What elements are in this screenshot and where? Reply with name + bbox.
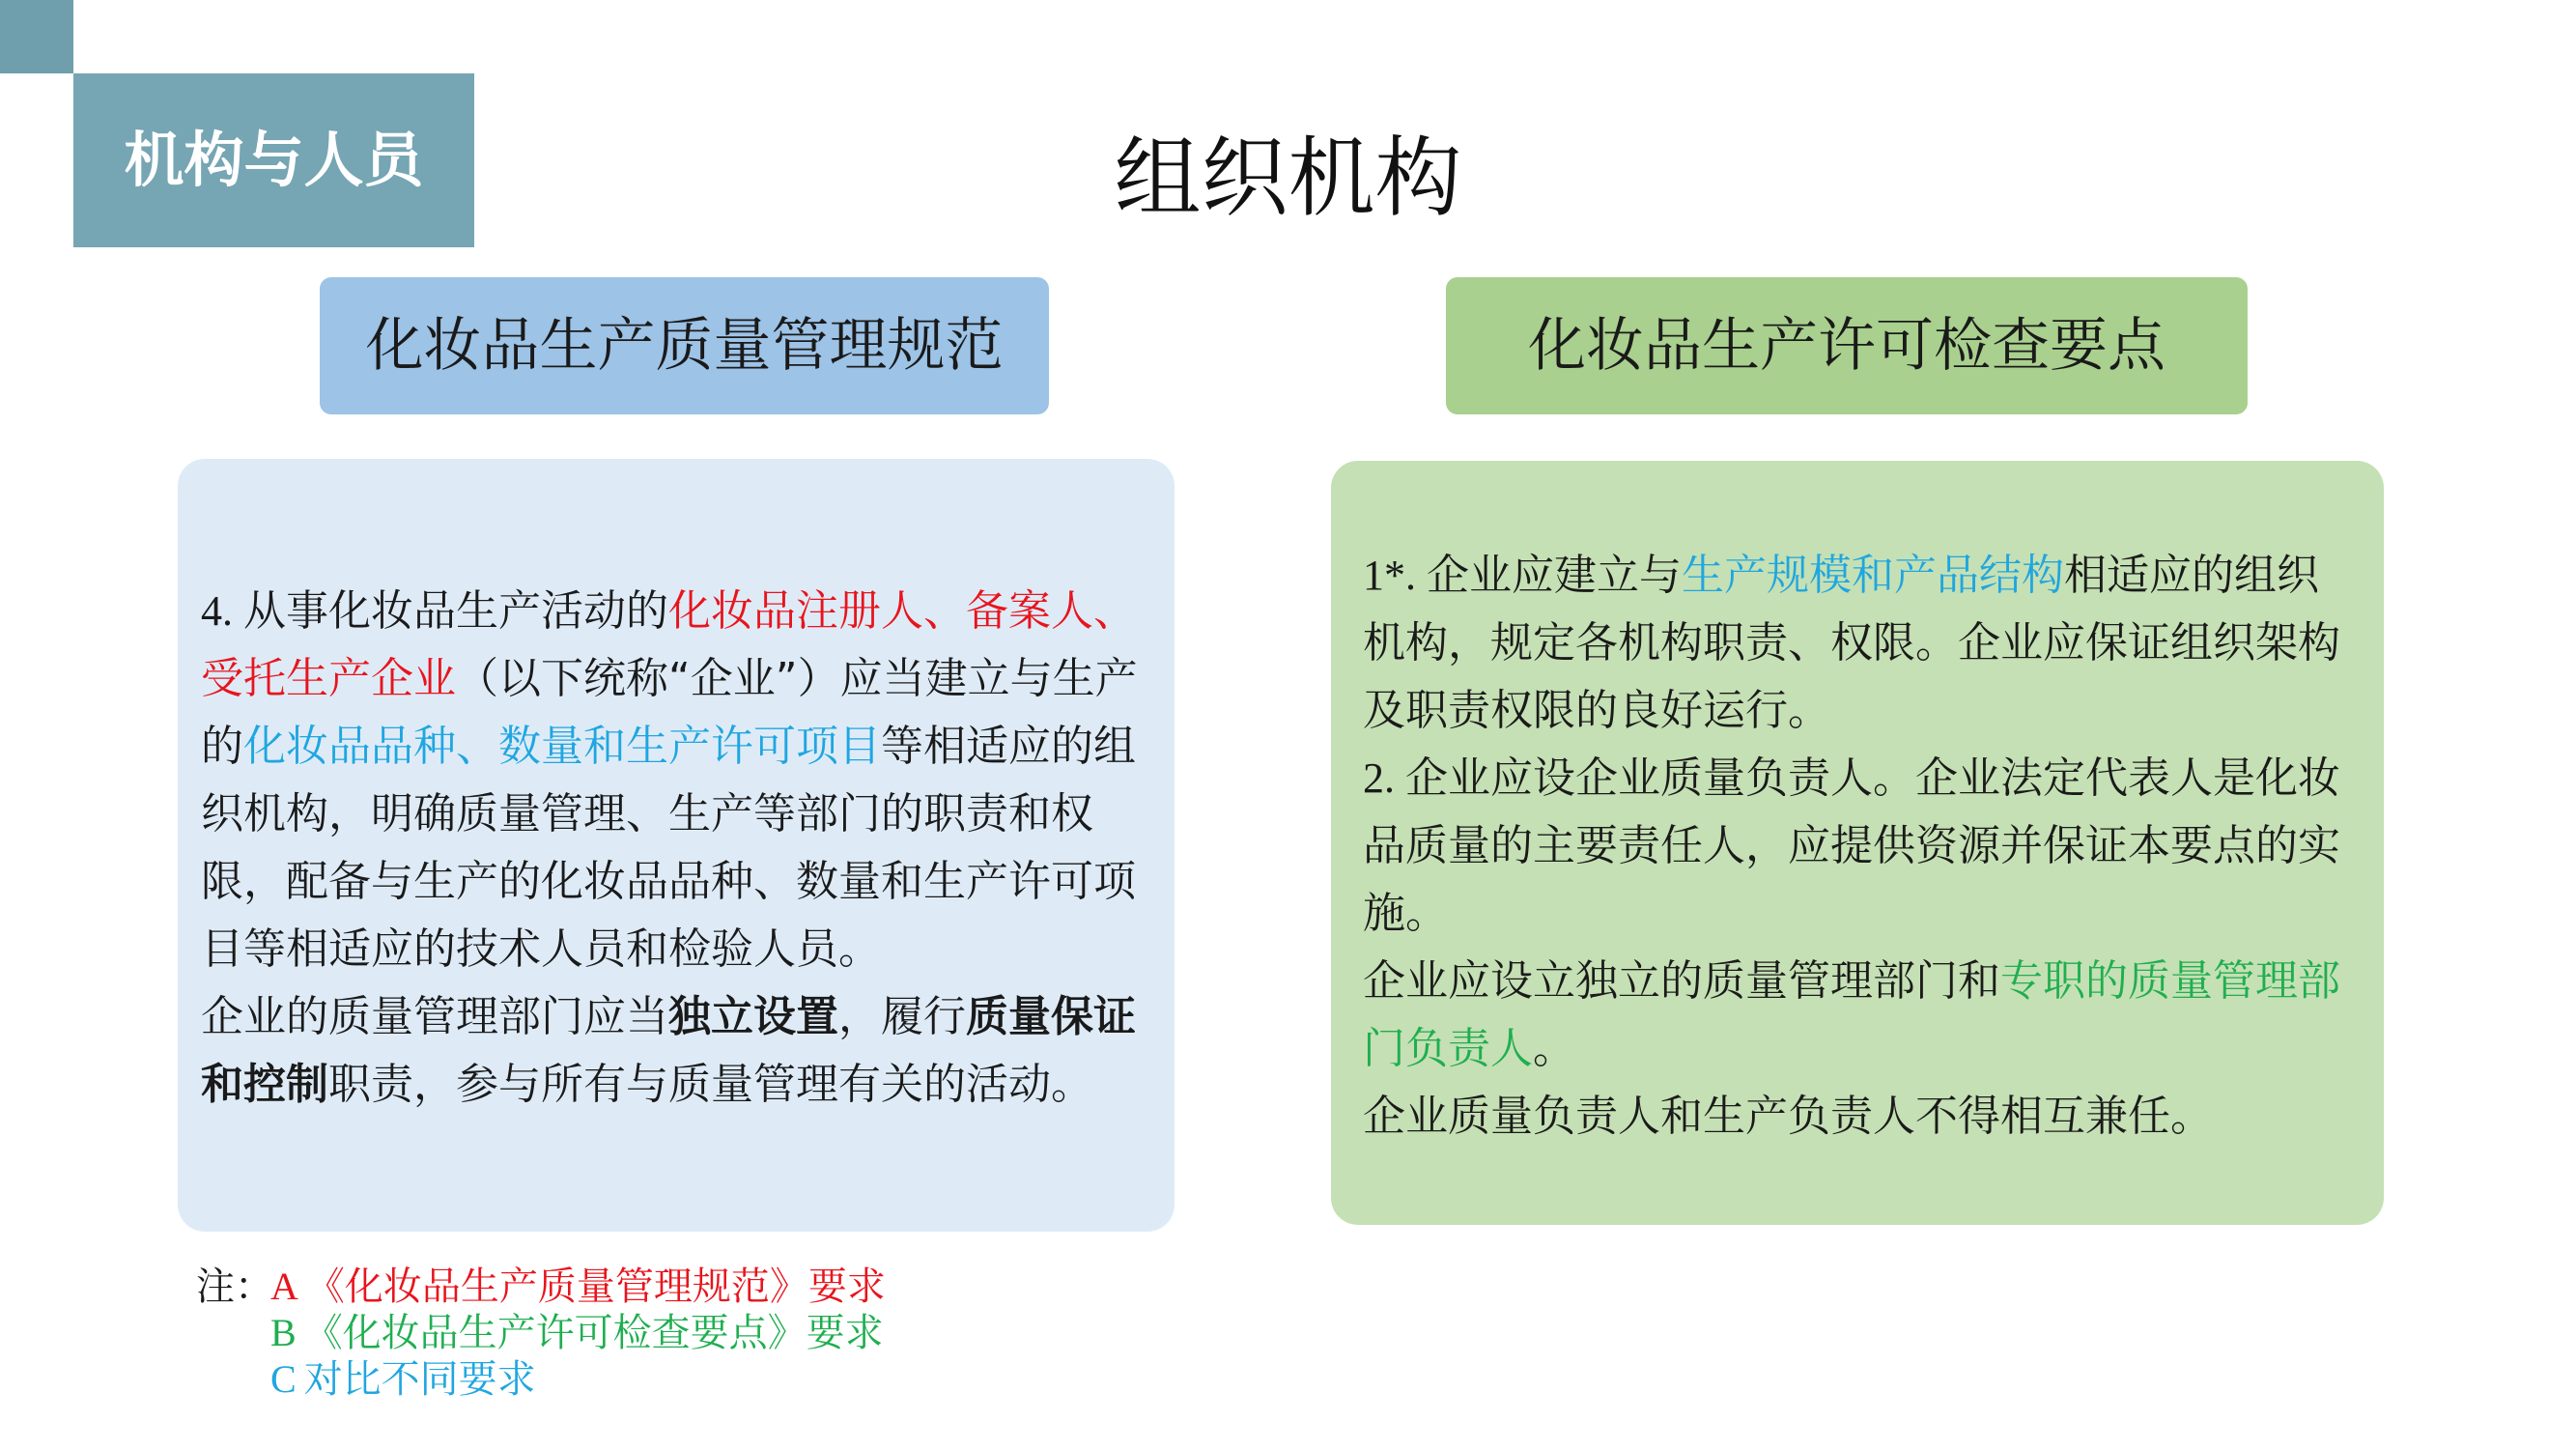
note-letter-a: A <box>270 1264 298 1308</box>
right-content-box <box>1331 461 2384 1225</box>
text-run: 职责，参与所有与质量管理有关的活动。 <box>328 1060 1093 1109</box>
text-run: 企业的质量管理部门应当 <box>201 992 668 1041</box>
left-paragraph-1 <box>201 578 1146 983</box>
text-run: 2. <box>1363 754 1405 802</box>
note-letter-b: B <box>270 1311 297 1354</box>
text-run: 4. <box>201 587 243 635</box>
corner-decoration <box>0 0 73 73</box>
note-text-c: 对比不同要求 <box>303 1357 536 1402</box>
text-run: 化妆品注册人、备案人、受托生产企业 <box>201 586 1136 703</box>
text-run: 等相适应的组织机构，明确质量管理、生产等部门的职责和权限，配备与生产的化妆品品种、数量和生产许可项目等相适应的技术人员和检验人员。 <box>201 722 1136 974</box>
note-row-a <box>196 1264 886 1310</box>
left-paragraph-2 <box>201 983 1146 1119</box>
text-run: 化妆品品种、数量和生产许可项目 <box>243 722 881 771</box>
text-run: 专职的质量管理部门负责人 <box>1363 956 2340 1073</box>
note-row-c <box>196 1356 886 1403</box>
left-header: 化妆品生产质量管理规范 <box>320 277 1049 414</box>
right-paragraph-4 <box>1363 1083 2357 1151</box>
text-run: 质量保证和控制 <box>201 992 1136 1109</box>
page-title: 组织机构 <box>1114 128 1462 229</box>
text-run: 1*. <box>1363 552 1427 599</box>
note-text-a: 《化妆品生产质量管理规范》要求 <box>305 1264 886 1309</box>
right-paragraph-3 <box>1363 948 2357 1083</box>
text-run: 独立设置 <box>668 992 838 1041</box>
text-run: 相适应的组织机构，规定各机构职责、权限。企业应保证组织架构及职责权限的良好运行。 <box>1363 551 2340 735</box>
text-run: 。 <box>1533 1024 1575 1073</box>
text-run: 企业应设立独立的质量管理部门和 <box>1363 956 2000 1006</box>
right-header: 化妆品生产许可检查要点 <box>1446 277 2248 414</box>
text-run: ，履行 <box>838 992 966 1041</box>
note-row-b <box>196 1310 886 1356</box>
text-run: 企业应建立与 <box>1427 551 1682 600</box>
section-tab: 机构与人员 <box>73 73 474 247</box>
left-content-box <box>178 459 1175 1232</box>
right-paragraph-2 <box>1363 745 2357 948</box>
note-prefix: 注： <box>196 1264 273 1309</box>
text-run: （以下统称“企业”）应当建立与生产的 <box>201 654 1138 771</box>
notes <box>196 1264 886 1403</box>
right-paragraph-1 <box>1363 542 2357 745</box>
text-run: 企业应设企业质量负责人。企业法定代表人是化妆品质量的主要责任人，应提供资源并保证本要点的实施。 <box>1363 753 2340 938</box>
note-text-b: 《化妆品生产许可检查要点》要求 <box>303 1311 884 1355</box>
note-letter-c: C <box>270 1357 297 1401</box>
text-run: 企业质量负责人和生产负责人不得相互兼任。 <box>1363 1092 2213 1141</box>
text-run: 生产规模和产品结构 <box>1682 551 2064 600</box>
text-run: 从事化妆品生产活动的 <box>243 586 668 636</box>
